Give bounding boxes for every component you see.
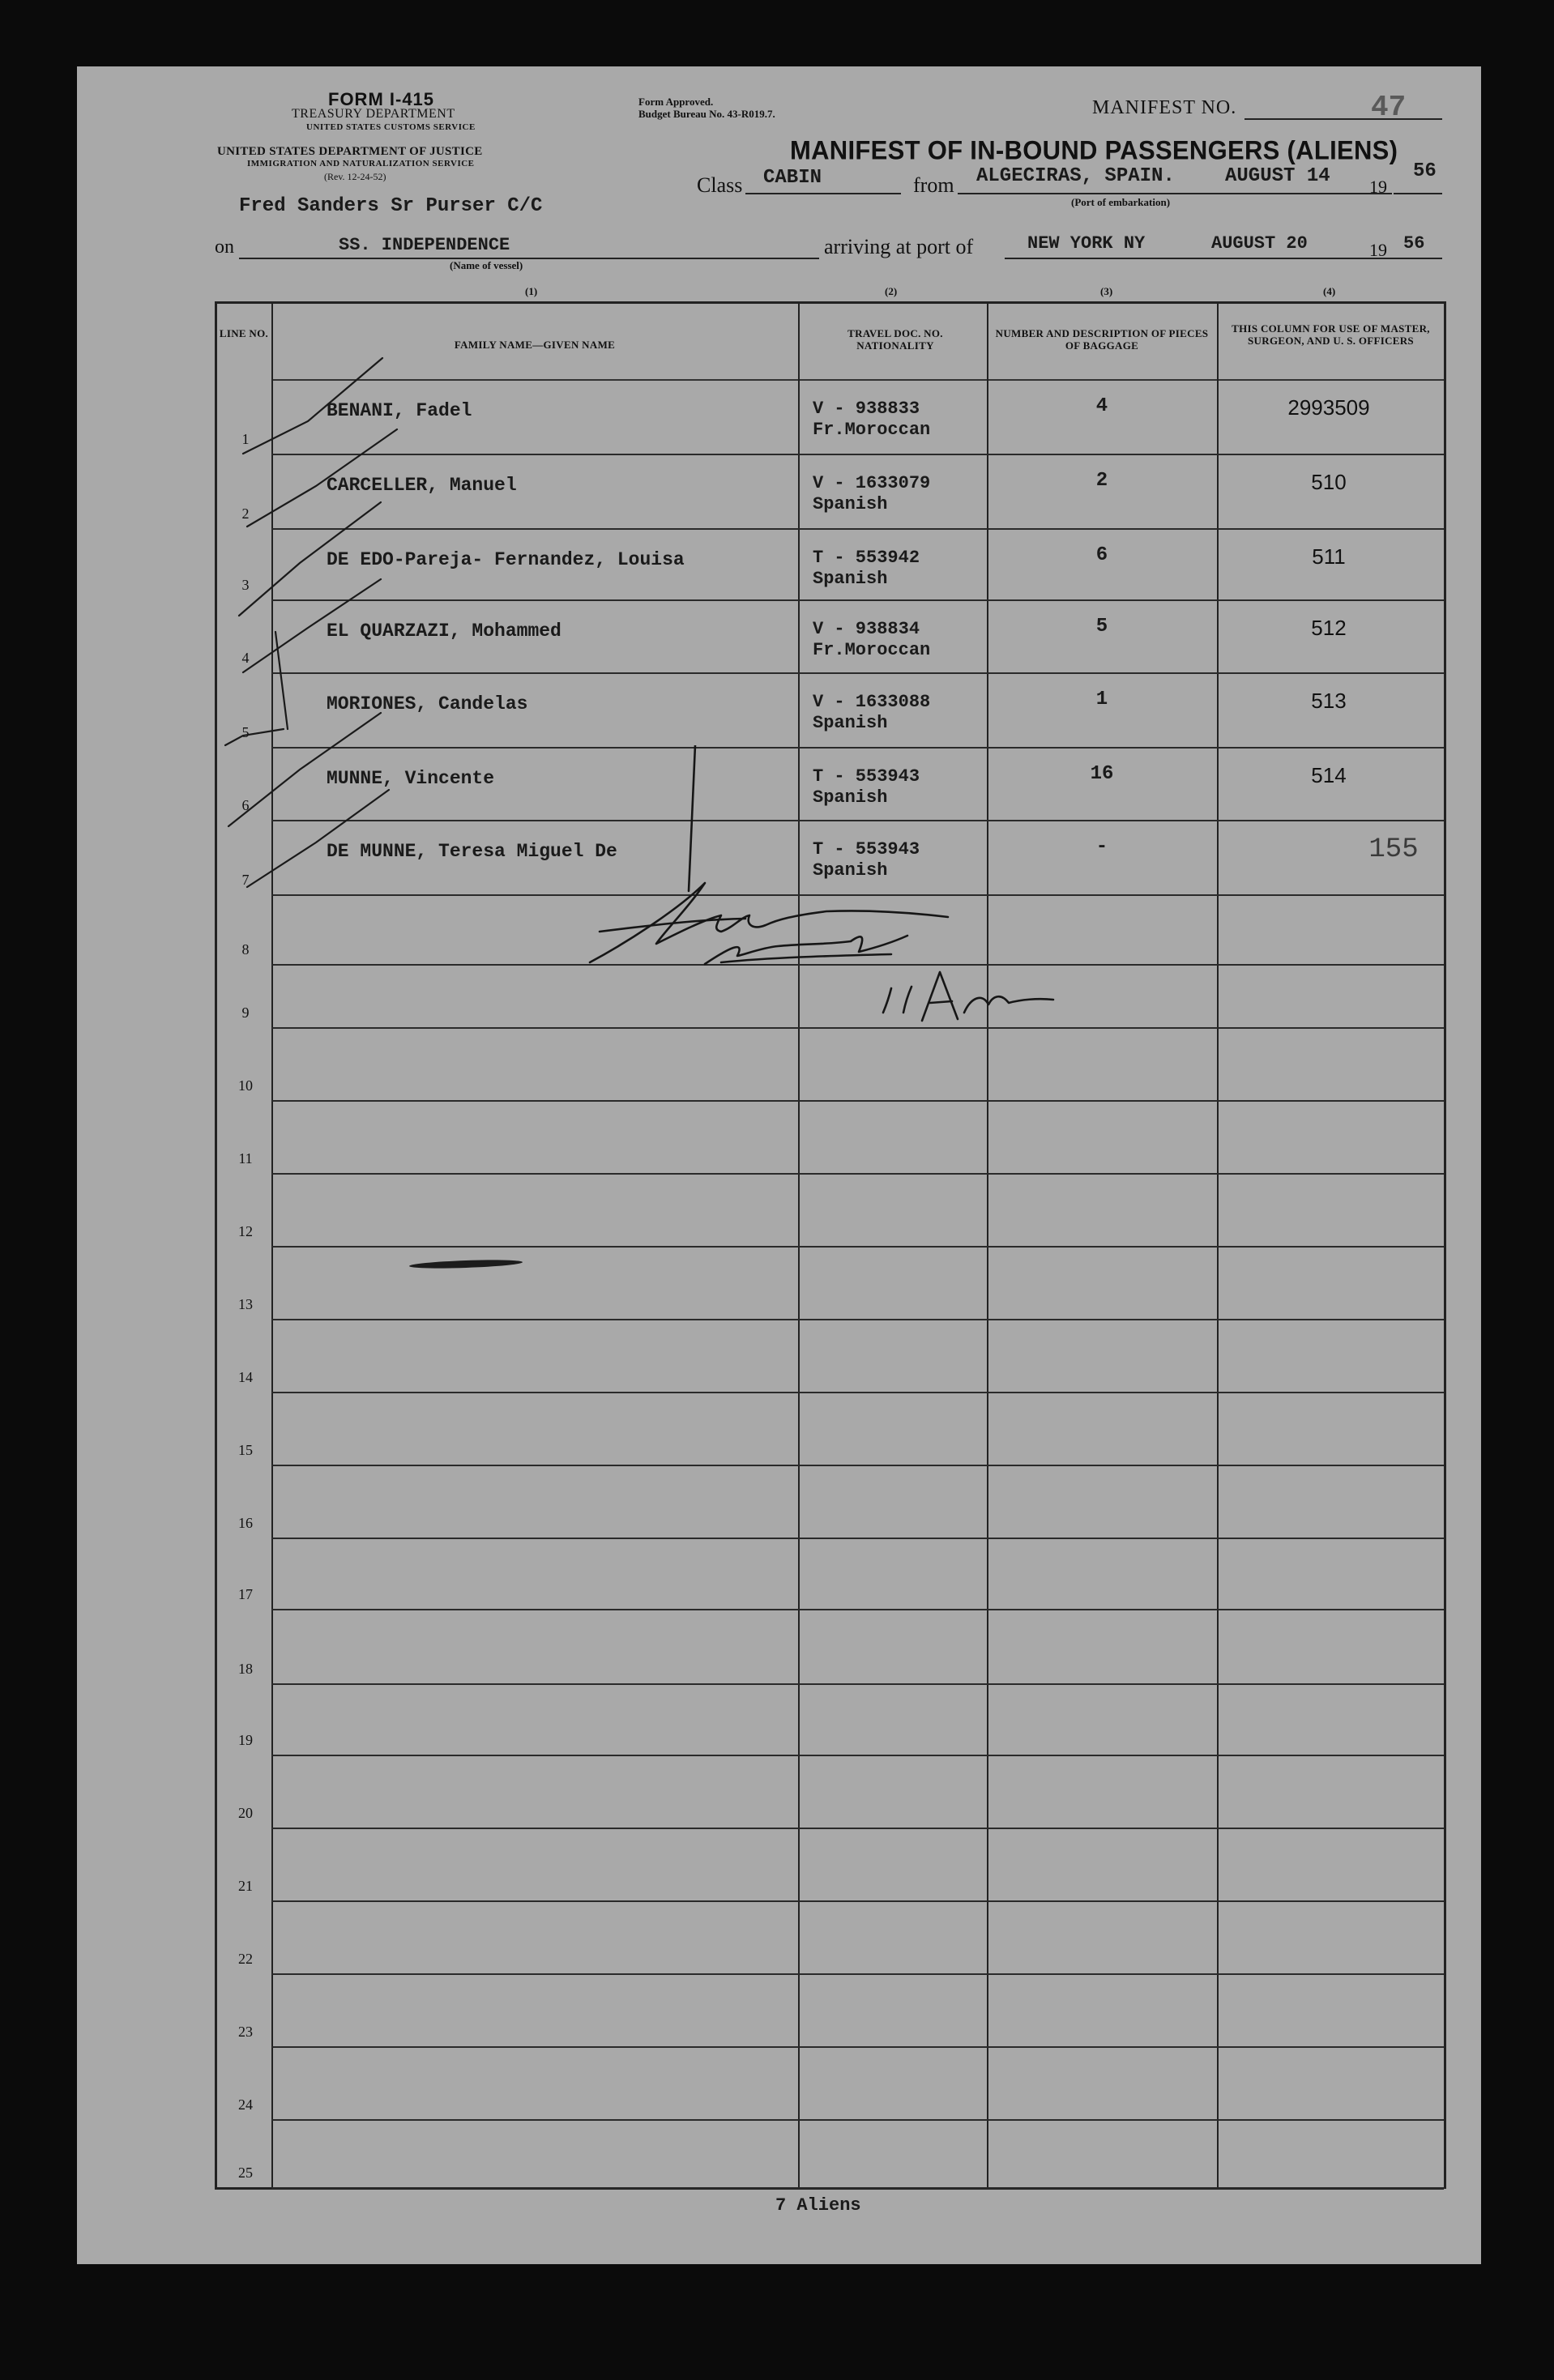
check-mark — [243, 358, 382, 454]
row-rule — [271, 2187, 1444, 2189]
baggage-count: - — [1095, 836, 1108, 858]
passenger-name: EL QUARZAZI, Mohammed — [327, 621, 561, 642]
budget-bureau: Budget Bureau No. 43-R019.7. — [638, 108, 775, 120]
nationality: Spanish — [813, 494, 888, 514]
travel-doc-number: V - 938833 — [813, 399, 920, 419]
header-name: FAMILY NAME—GIVEN NAME — [454, 339, 616, 351]
travel-doc-number: V - 1633088 — [813, 692, 931, 712]
arrival-date: AUGUST 20 — [1211, 233, 1308, 254]
baggage-count: 2 — [1095, 470, 1108, 492]
nationality: Fr.Moroccan — [813, 640, 931, 660]
line-number: 17 — [238, 1586, 253, 1602]
from-label: from — [913, 173, 954, 197]
row-rule — [271, 1538, 1444, 1539]
check-mark — [228, 713, 381, 826]
customs-service: UNITED STATES CUSTOMS SERVICE — [306, 122, 476, 132]
travel-doc-number: T - 553943 — [813, 839, 920, 859]
row-rule — [271, 1319, 1444, 1320]
officer-use-number: 512 — [1311, 616, 1347, 640]
handwritten-checkmarks — [211, 348, 421, 899]
on-label: on — [215, 237, 234, 258]
depart-year: 56 — [1413, 160, 1437, 182]
row-rule — [271, 1973, 1444, 1975]
table-right-border — [1444, 301, 1446, 2189]
passenger-name: MORIONES, Candelas — [327, 693, 528, 714]
vessel-name: SS. INDEPENDENCE — [339, 235, 510, 255]
row-rule — [271, 1246, 1444, 1248]
passenger-name: DE EDO-Pareja- Fernandez, Louisa — [327, 549, 685, 570]
manifest-no-underline — [1244, 118, 1442, 120]
depart-year-prefix: 19 — [1369, 177, 1387, 197]
travel-doc-number: V - 1633079 — [813, 473, 931, 493]
from-underline — [958, 193, 1392, 194]
manifest-no-value: 47 — [1371, 91, 1407, 124]
depart-date: AUGUST 14 — [1225, 165, 1330, 187]
line-number: 8 — [241, 941, 250, 958]
line-number: 11 — [238, 1150, 253, 1167]
baggage-count: 4 — [1095, 395, 1108, 417]
line-number: 24 — [238, 2096, 253, 2113]
row-rule — [271, 672, 1444, 674]
col4-number: (4) — [1323, 285, 1336, 297]
line-number: 20 — [238, 1805, 253, 1821]
row-rule — [271, 454, 1444, 455]
header-line-no: LINE NO. — [219, 327, 269, 339]
row-rule — [271, 528, 1444, 530]
purser-name: Fred Sanders Sr Purser C/C — [239, 195, 543, 217]
line-number: 25 — [238, 2165, 253, 2181]
justice-dept: UNITED STATES DEPARTMENT OF JUSTICE — [217, 145, 483, 158]
ins-service: IMMIGRATION AND NATURALIZATION SERVICE — [247, 159, 475, 168]
officer-use-number: 155 — [1368, 834, 1419, 865]
header-officers: THIS COLUMN FOR USE OF MASTER, SURGEON, AND U. S. OFFICERS — [1232, 322, 1430, 347]
line-number: 5 — [241, 724, 250, 740]
form-number: FORM I-415 — [328, 89, 435, 109]
treasury-dept: TREASURY DEPARTMENT — [292, 107, 455, 121]
officer-use-number: 513 — [1311, 689, 1347, 713]
line-number: 2 — [241, 505, 250, 522]
check-mark — [247, 429, 397, 527]
row-rule — [271, 1755, 1444, 1756]
port-caption: (Port of embarkation) — [1071, 196, 1171, 208]
line-number: 10 — [238, 1077, 253, 1094]
header-baggage: NUMBER AND DESCRIPTION OF PIECES OF BAGGAGE — [995, 327, 1209, 352]
line-number: 14 — [238, 1369, 253, 1385]
check-mark — [247, 790, 389, 887]
row-rule — [271, 1900, 1444, 1902]
row-rule — [271, 2119, 1444, 2121]
row-rule — [271, 2046, 1444, 2048]
header-travel-doc: TRAVEL DOC. NO. NATIONALITY — [847, 327, 943, 352]
handwritten-signature — [583, 745, 1069, 1037]
nationality: Spanish — [813, 860, 888, 881]
arriving-label: arriving at port of — [824, 235, 974, 258]
vessel-caption: (Name of vessel) — [450, 259, 523, 271]
baggage-count: 1 — [1095, 689, 1108, 710]
arrival-year: 56 — [1403, 233, 1425, 254]
revision-date: (Rev. 12-24-52) — [324, 171, 386, 182]
line-number: 13 — [238, 1296, 253, 1312]
line-number: 6 — [241, 797, 250, 813]
row-rule — [271, 1392, 1444, 1393]
line-number: 3 — [241, 577, 250, 593]
line-number: 16 — [238, 1515, 253, 1531]
arrival-port: NEW YORK NY — [1027, 233, 1146, 254]
nationality: Fr.Moroccan — [813, 420, 931, 440]
row-rule — [271, 1100, 1444, 1102]
passenger-name: DE MUNNE, Teresa Miguel De — [327, 841, 617, 862]
line-number: 19 — [238, 1732, 253, 1748]
row-rule — [271, 1465, 1444, 1466]
class-underline — [745, 193, 901, 194]
passenger-name: MUNNE, Vincente — [327, 768, 495, 789]
row-rule — [271, 599, 1444, 601]
table-top-border — [215, 301, 1444, 304]
baggage-count: 16 — [1090, 763, 1114, 785]
vessel-underline — [239, 258, 819, 259]
line-number: 23 — [238, 2024, 253, 2040]
baggage-count: 5 — [1095, 616, 1108, 638]
travel-doc-number: T - 553942 — [813, 548, 920, 568]
check-mark — [225, 632, 288, 745]
nationality: Spanish — [813, 569, 888, 589]
total-aliens: 7 Aliens — [775, 2195, 861, 2216]
line-number: 15 — [238, 1442, 253, 1458]
form-approved: Form Approved. — [638, 96, 714, 108]
col1-number: (1) — [525, 285, 538, 297]
passenger-name: CARCELLER, Manuel — [327, 475, 517, 496]
line-number: 1 — [241, 431, 250, 447]
line-number: 18 — [238, 1661, 253, 1677]
col2-number: (2) — [885, 285, 898, 297]
col3-number: (3) — [1100, 285, 1113, 297]
line-number: 22 — [238, 1951, 253, 1967]
line-number: 7 — [241, 872, 250, 888]
officer-use-number: 510 — [1311, 470, 1347, 494]
passenger-name: BENANI, Fadel — [327, 400, 472, 421]
officer-use-number: 514 — [1311, 763, 1347, 787]
manifest-title: MANIFEST OF IN-BOUND PASSENGERS (ALIENS) — [790, 135, 1398, 165]
travel-doc-number: T - 553943 — [813, 766, 920, 787]
line-number: 12 — [238, 1223, 253, 1239]
officer-use-number: 2993509 — [1287, 395, 1370, 420]
arrival-year-prefix: 19 — [1369, 240, 1387, 260]
line-number: 4 — [241, 650, 250, 666]
travel-doc-number: V - 938834 — [813, 619, 920, 639]
row-rule — [271, 1683, 1444, 1685]
nationality: Spanish — [813, 713, 888, 733]
manifest-no-label: MANIFEST NO. — [1092, 97, 1237, 118]
line-number: 21 — [238, 1878, 253, 1894]
row-rule — [271, 1828, 1444, 1829]
row-rule — [271, 1609, 1444, 1610]
table-header-divider — [271, 379, 1444, 381]
class-label: Class — [697, 173, 743, 197]
nationality: Spanish — [813, 787, 888, 808]
officer-use-number: 511 — [1312, 544, 1346, 569]
row-rule — [271, 1173, 1444, 1175]
baggage-count: 6 — [1095, 544, 1108, 566]
line-number: 9 — [241, 1004, 250, 1021]
embark-port: ALGECIRAS, SPAIN. — [976, 165, 1175, 187]
class-value: CABIN — [763, 167, 822, 189]
depart-year-underline — [1394, 193, 1442, 194]
